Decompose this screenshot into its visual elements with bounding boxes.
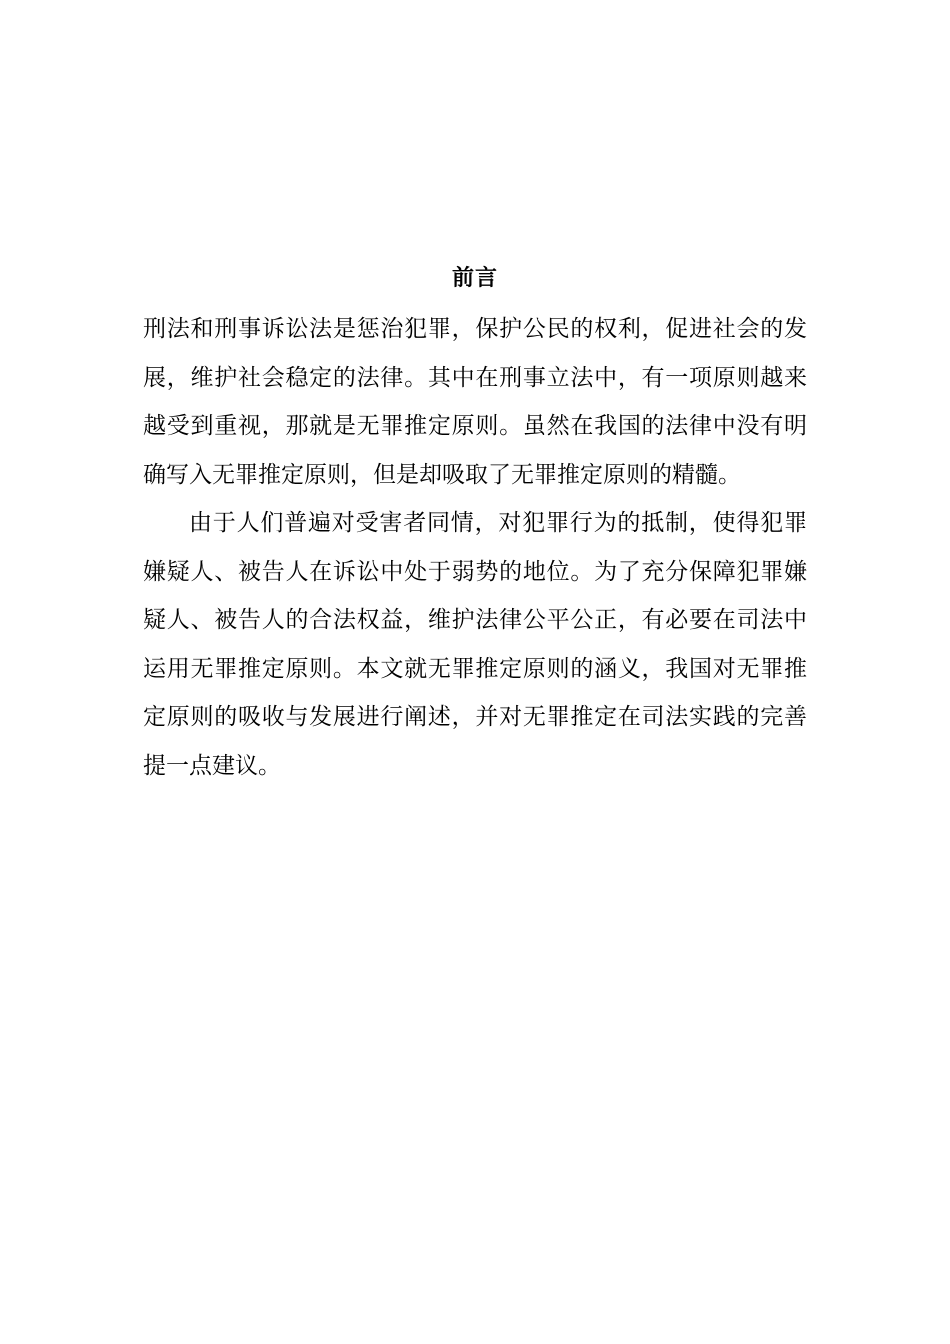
document-body — [143, 305, 807, 790]
paragraph-2: 由于人们普遍对受害者同情，对犯罪行为的抵制，使得犯罪嫌疑人、被告人在诉讼中处于弱势的地位。为了充分保障犯罪嫌疑人、被告人的合法权益，维护法律公平公正，有必要在司法中运用无罪推定原则。本文就无罪推定原则的涵义，我国对无罪推定原则的吸收与发展进行阐述，并对无罪推定在司法实践的完善提一点建议。 — [143, 510, 807, 779]
page-title: 前言 — [451, 265, 498, 291]
paragraph-1: 刑法和刑事诉讼法是惩治犯罪，保护公民的权利，促进社会的发展，维护社会稳定的法律。其中在刑事立法中，有一项原则越来越受到重视，那就是无罪推定原则。虽然在我国的法律中没有明确写入无罪推定原则，但是却吸取了无罪推定原则的精髓。 — [143, 316, 807, 488]
